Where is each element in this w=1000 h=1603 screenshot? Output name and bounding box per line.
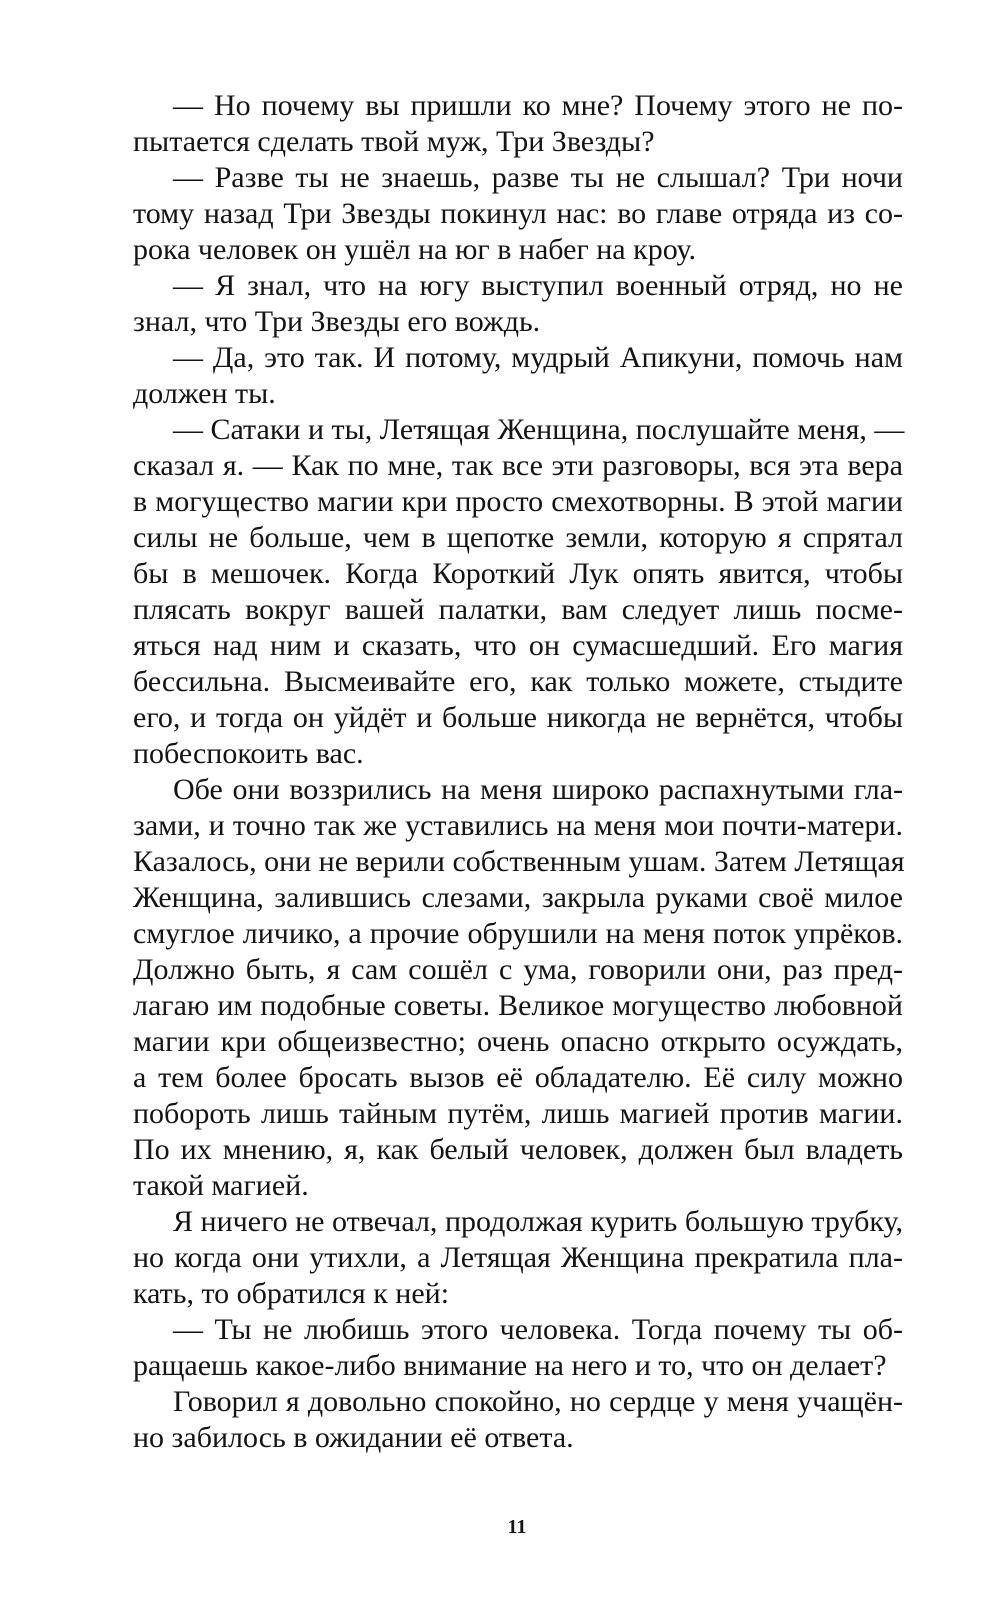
text-line: Я ничего не отвечал, продолжая курить большую трубку, [173,1205,903,1238]
paragraph [133,772,903,1204]
text-line: пытается сделать твой муж, Три Звезды? [133,125,655,158]
text-line: в могущество магии кри просто смехотворны. В этой магии [133,485,903,518]
paragraph [133,1384,903,1456]
text-line: Женщина, залившись слезами, закрыла руками своё милое [133,881,903,914]
text-line: По их мнению, я, как белый человек, должен был владеть [133,1133,903,1166]
text-line: зами, и точно так же уставились на меня мои почти-матери. [133,809,903,842]
text-line: — Но почему вы пришли ко мне? Почему этого не по- [173,89,903,122]
text-line: — Сатаки и ты, Летящая Женщина, послушайте меня, — [173,413,905,446]
page-text [133,88,903,1456]
paragraph [133,1312,903,1384]
page-number: 11 [507,1516,527,1538]
text-line: побеспокоить вас. [133,737,364,770]
text-line: сказал я. — Как по мне, так все эти разговоры, вся эта вера [133,449,903,482]
text-line: бы в мешочек. Когда Короткий Лук опять явится, чтобы [133,557,903,590]
text-line: должен ты. [133,377,276,410]
text-line: кать, то обратился к ней: [133,1277,450,1310]
text-line: но когда они утихли, а Летящая Женщина прекратила пла- [133,1241,903,1274]
paragraph [133,412,903,772]
text-line: — Да, это так. И потому, мудрый Апикуни, помочь нам [173,341,903,374]
paragraph [133,268,903,340]
text-line: рока человек он ушёл на юг в набег на кроу. [133,233,697,266]
text-line: — Разве ты не знаешь, разве ты не слышал? Три ночи [173,161,903,194]
text-line: силы не больше, чем в щепотке земли, которую я спрятал [133,521,903,554]
text-line: тому назад Три Звезды покинул нас: во главе отряда из со- [133,197,903,230]
text-line: но забилось в ожидании её ответа. [133,1421,574,1454]
text-line: — Я знал, что на югу выступил военный отряд, но не [173,269,903,302]
text-line: ращаешь какое-либо внимание на него и то, что он делает? [133,1349,887,1382]
text-line: лагаю им подобные советы. Великое могущество любовной [133,989,903,1022]
paragraph [133,88,903,160]
text-line: смуглое личико, а прочие обрушили на меня поток упрёков. [133,917,903,950]
text-line: Должно быть, я сам сошёл с ума, говорили они, раз пред- [133,953,903,986]
text-line: такой магией. [133,1169,309,1202]
text-line: Казалось, они не верили собственным ушам. Затем Летящая [133,845,905,878]
text-line: бессильна. Высмеивайте его, как только можете, стыдите [133,665,903,698]
paragraph [133,340,903,412]
text-line: его, и тогда он уйдёт и больше никогда не вернётся, чтобы [133,701,903,734]
text-line: плясать вокруг вашей палатки, вам следует лишь посме- [133,593,903,626]
text-line: Говорил я довольно спокойно, но сердце у меня учащён- [173,1385,903,1418]
text-line: побороть лишь тайным путём, лишь магией против магии. [133,1097,903,1130]
text-line: а тем более бросать вызов её обладателю. Её силу можно [133,1061,903,1094]
text-line: магии кри общеизвестно; очень опасно открыто осуждать, [133,1025,903,1058]
text-line: знал, что Три Звезды его вождь. [133,305,541,338]
text-line: — Ты не любишь этого человека. Тогда почему ты об- [173,1313,903,1346]
paragraph [133,1204,903,1312]
text-line: Обе они воззрились на меня широко распахнутыми гла- [173,773,903,806]
text-line: яться над ним и сказать, что он сумасшедший. Его магия [133,629,903,662]
paragraph [133,160,903,268]
